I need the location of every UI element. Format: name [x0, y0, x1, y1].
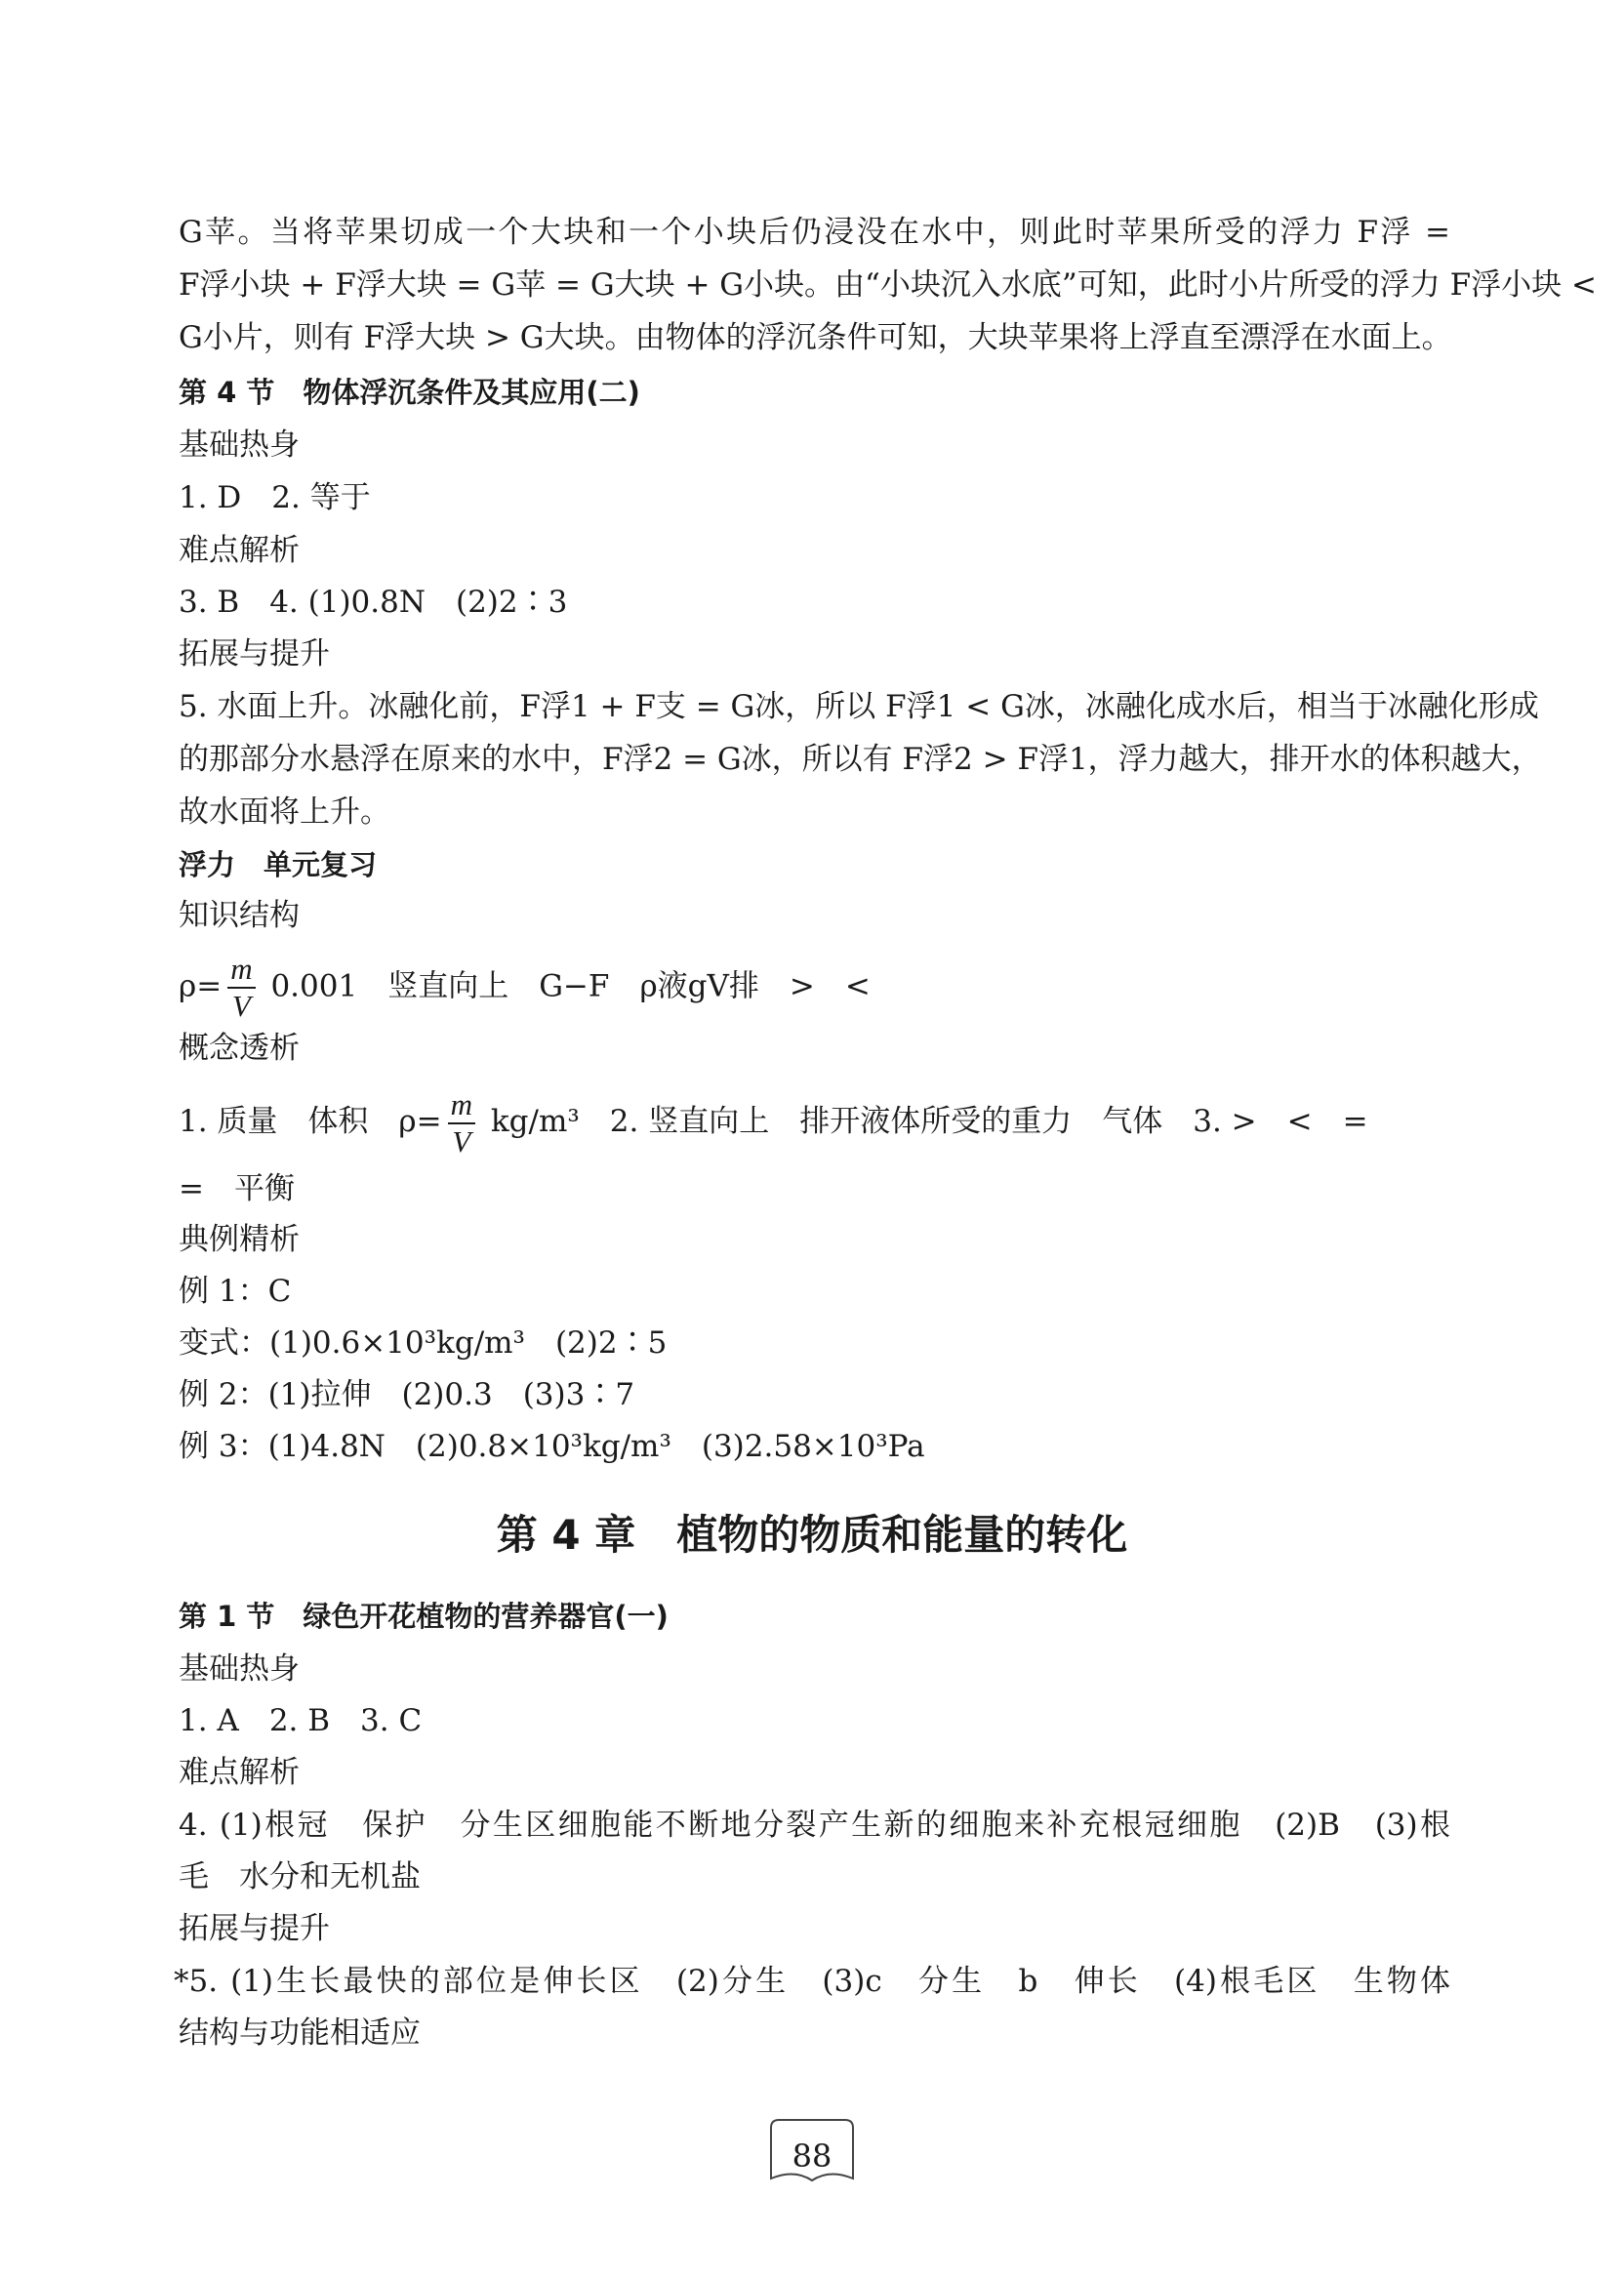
- subsection-label: 典例精析: [179, 1222, 300, 1257]
- fraction: [448, 1087, 475, 1160]
- answer-line: 3. B 4. (1)0.8N (2)2∶3: [179, 585, 568, 620]
- concept-answer-rest: kg/m³ 2. 竖直向上 排开液体所受的重力 气体 3. > < =: [490, 1104, 1368, 1139]
- answer-text-line: 4. (1)根冠 保护 分生区细胞能不断地分裂产生新的细胞来补充根冠细胞 (2)B (3)根: [179, 1808, 1450, 1843]
- answer-text-line: 结构与功能相适应: [179, 2015, 421, 2051]
- density-symbol: ρ=: [179, 968, 223, 1004]
- answer-text-line: F浮小块 + F浮大块 = G苹 = G大块 + G小块。由“小块沉入水底”可知，此时小片所受的浮力 F浮小块 <: [179, 267, 1597, 303]
- fraction-numerator: m: [448, 1087, 475, 1124]
- answer-text-line: G小片，则有 F浮大块 > G大块。由物体的浮沉条件可知，大块苹果将上浮直至漂浮在水面上。: [179, 320, 1452, 355]
- formula-line: [179, 952, 1450, 1024]
- section-heading: 浮力 单元复习: [179, 848, 378, 881]
- formula-rest: 0.001 竖直向上 G−F ρ液gV排 > <: [270, 968, 871, 1004]
- subsection-label: 拓展与提升: [179, 636, 330, 672]
- fraction-denominator: V: [231, 989, 251, 1023]
- answer-text-line: 故水面将上升。: [179, 794, 390, 830]
- answer-line: 1. A 2. B 3. C: [179, 1703, 423, 1738]
- section-heading: 第 1 节 绿色开花植物的营养器官(一): [179, 1600, 669, 1633]
- subsection-label: 难点解析: [179, 533, 300, 568]
- fraction: [227, 952, 255, 1024]
- subsection-label: 概念透析: [179, 1031, 300, 1066]
- answer-line: = 平衡: [179, 1171, 295, 1206]
- example-answer: 例 3：(1)4.8N (2)0.8×10³kg/m³ (3)2.58×10³Pa: [179, 1429, 925, 1464]
- answer-line: 1. D 2. 等于: [179, 480, 371, 515]
- example-answer: 变式：(1)0.6×10³kg/m³ (2)2∶5: [179, 1325, 668, 1361]
- answer-text-line: 毛 水分和无机盐: [179, 1859, 421, 1894]
- example-answer: 例 2：(1)拉伸 (2)0.3 (3)3∶7: [179, 1377, 635, 1412]
- answer-text-line: G苹。当将苹果切成一个大块和一个小块后仍浸没在水中，则此时苹果所受的浮力 F浮 =: [179, 215, 1450, 250]
- chapter-title: 第 4 章 植物的物质和能量的转化: [496, 1511, 1128, 1559]
- example-answer: 例 1：C: [179, 1274, 292, 1309]
- answer-text-line: 5. 水面上升。冰融化前，F浮1 + F支 = G冰，所以 F浮1 < G冰，冰融化成水后，相当于冰融化形成: [179, 689, 1539, 724]
- subsection-label: 知识结构: [179, 898, 300, 933]
- subsection-label: 拓展与提升: [179, 1911, 330, 1946]
- subsection-label: 基础热身: [179, 1651, 300, 1687]
- formula-line: [179, 1083, 1450, 1160]
- fraction-denominator: V: [452, 1123, 471, 1159]
- section-heading: 第 4 节 物体浮沉条件及其应用(二): [179, 376, 640, 409]
- page-number: 88: [792, 2138, 832, 2175]
- answer-text-line: *5. (1)生长最快的部位是伸长区 (2)分生 (3)c 分生 b 伸长 (4)根毛区 生物体: [174, 1964, 1450, 1999]
- subsection-label: 基础热身: [179, 428, 300, 463]
- answer-text-line: 的那部分水悬浮在原来的水中，F浮2 = G冰，所以有 F浮2 > F浮1，浮力越大，排开水的体积越大，: [179, 742, 1542, 777]
- fraction-numerator: m: [227, 952, 255, 989]
- subsection-label: 难点解析: [179, 1755, 300, 1790]
- concept-answer-part: 1. 质量 体积 ρ=: [179, 1104, 442, 1139]
